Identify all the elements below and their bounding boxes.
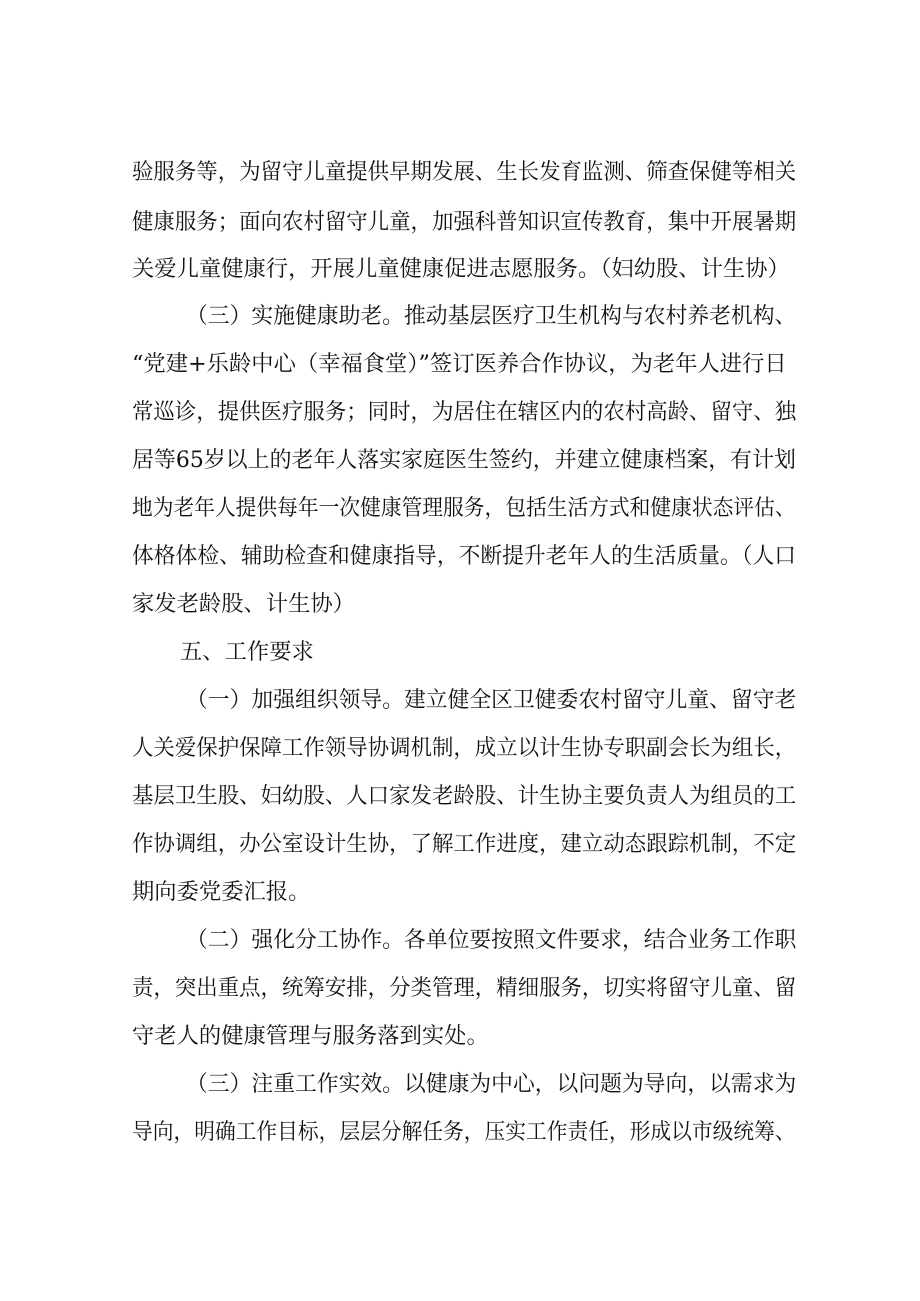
text-line: 作协调组，办公室设计生协，了解工作进度，建立动态跟踪机制，不定	[132, 831, 797, 857]
text-line: 期向委党委汇报。	[132, 879, 311, 905]
text-line: 健康服务；面向农村留守儿童，加强科普知识宣传教育，集中开展暑期	[132, 209, 797, 235]
text-line: 体格体检、辅助检查和健康指导，不断提升老年人的生活质量。（人口	[132, 543, 797, 569]
text-line: 基层卫生股、妇幼股、人口家发老龄股、计生协主要负责人为组员的工	[132, 783, 797, 809]
text-line: （二）强化分工协作。各单位要按照文件要求，结合业务工作职	[186, 927, 797, 953]
text-line: （一）加强组织领导。建立健全区卫健委农村留守儿童、留守老	[186, 687, 797, 713]
text-line: 常巡诊，提供医疗服务；同时，为居住在辖区内的农村高龄、留守、独	[132, 399, 797, 425]
text-line: 居等65岁以上的老年人落实家庭医生签约，并建立健康档案，有计划	[132, 447, 796, 473]
text-line: 导向，明确工作目标，层层分解任务，压实工作责任，形成以市级统筹、	[132, 1119, 796, 1145]
text-line: 地为老年人提供每年一次健康管理服务，包括生活方式和健康状态评估、	[132, 495, 796, 521]
text-line: （三）实施健康助老。推动基层医疗卫生机构与农村养老机构、	[186, 303, 797, 329]
text-line: （三）注重工作实效。以健康为中心，以问题为导向，以需求为	[186, 1071, 797, 1097]
text-line: 家发老龄股、计生协）	[132, 591, 355, 617]
section-heading: 五、工作要求	[180, 639, 314, 665]
text-line: 人关爱保护保障工作领导协调机制，成立以计生协专职副会长为组长，	[132, 735, 797, 761]
text-line: 关爱儿童健康行，开展儿童健康促进志愿服务。（妇幼股、计生协）	[132, 256, 790, 282]
text-line: 验服务等，为留守儿童提供早期发展、生长发育监测、筛查保健等相关	[132, 159, 797, 185]
text-line: 守老人的健康管理与服务落到实处。	[132, 1023, 489, 1049]
text-line: “党建+乐龄中心（幸福食堂）”签订医养合作协议，为老年人进行日	[132, 351, 787, 377]
text-line: 责，突出重点，统筹安排，分类管理，精细服务，切实将留守儿童、留	[132, 975, 797, 1001]
